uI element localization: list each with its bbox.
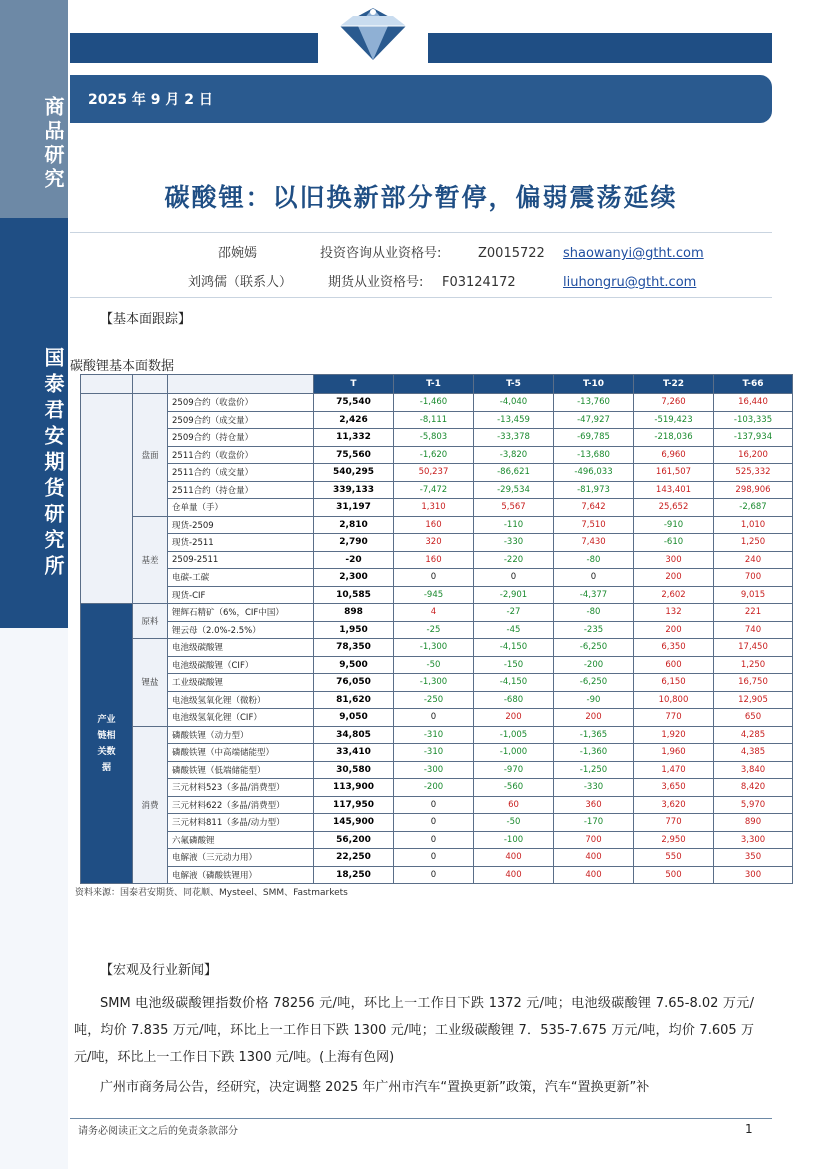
change-cell: 160 xyxy=(394,516,474,534)
change-cell: 16,200 xyxy=(714,446,793,464)
change-cell: -50 xyxy=(474,814,554,832)
change-cell: 2,950 xyxy=(634,831,714,849)
change-cell: -200 xyxy=(554,656,634,674)
row-name: 磷酸铁锂（中高端储能型） xyxy=(168,744,314,762)
value-t: -20 xyxy=(314,551,394,569)
change-cell: -29,534 xyxy=(474,481,554,499)
row-name: 电池级氢氧化锂（CIF） xyxy=(168,709,314,727)
change-cell: -1,250 xyxy=(554,761,634,779)
author-name: 邵婉嫣 xyxy=(218,246,258,261)
value-t: 9,500 xyxy=(314,656,394,674)
change-cell: 200 xyxy=(634,569,714,587)
change-cell: 221 xyxy=(714,604,793,622)
table-row xyxy=(81,621,793,639)
change-cell: -1,005 xyxy=(474,726,554,744)
value-t: 34,805 xyxy=(314,726,394,744)
change-cell: 770 xyxy=(634,709,714,727)
header-blank xyxy=(168,375,314,394)
column-header: T-66 xyxy=(714,375,793,394)
change-cell: -4,150 xyxy=(474,639,554,657)
change-cell: 400 xyxy=(474,849,554,867)
change-cell: -1,000 xyxy=(474,744,554,762)
change-cell: -4,377 xyxy=(554,586,634,604)
change-cell: 700 xyxy=(554,831,634,849)
group-label: 基差 xyxy=(133,516,168,604)
change-cell: 1,470 xyxy=(634,761,714,779)
group-label: 锂盐 xyxy=(133,639,168,727)
table-row xyxy=(81,464,793,482)
change-cell: -970 xyxy=(474,761,554,779)
row-name: 三元材料811（多晶/动力型） xyxy=(168,814,314,832)
value-t: 1,950 xyxy=(314,621,394,639)
value-t: 76,050 xyxy=(314,674,394,692)
news-paragraph: 广州市商务局公告，经研究，决定调整 2025 年广州市汽车“置换更新”政策，汽车“置换更新”补 xyxy=(100,1080,650,1095)
change-cell: 160 xyxy=(394,551,474,569)
change-cell: 320 xyxy=(394,534,474,552)
row-name: 2509合约（持仓量） xyxy=(168,429,314,447)
value-t: 2,300 xyxy=(314,569,394,587)
change-cell: 1,960 xyxy=(634,744,714,762)
table-row xyxy=(81,814,793,832)
table-row xyxy=(81,394,793,412)
change-cell: -8,111 xyxy=(394,411,474,429)
change-cell: -170 xyxy=(554,814,634,832)
change-cell: 300 xyxy=(714,866,793,884)
change-cell: 50,237 xyxy=(394,464,474,482)
table-row xyxy=(81,499,793,517)
change-cell: 298,906 xyxy=(714,481,793,499)
change-cell: -945 xyxy=(394,586,474,604)
change-cell: -47,927 xyxy=(554,411,634,429)
change-cell: 7,510 xyxy=(554,516,634,534)
change-cell: 360 xyxy=(554,796,634,814)
table-header-row xyxy=(81,375,793,394)
row-name: 现货-2511 xyxy=(168,534,314,552)
row-name: 现货-2509 xyxy=(168,516,314,534)
change-cell: -1,620 xyxy=(394,446,474,464)
row-name: 2509合约（收盘价） xyxy=(168,394,314,412)
change-cell: 3,650 xyxy=(634,779,714,797)
table-row xyxy=(81,744,793,762)
change-cell: -103,335 xyxy=(714,411,793,429)
change-cell: -25 xyxy=(394,621,474,639)
change-cell: 400 xyxy=(554,849,634,867)
value-t: 30,580 xyxy=(314,761,394,779)
value-t: 22,250 xyxy=(314,849,394,867)
row-name: 磷酸铁锂（动力型） xyxy=(168,726,314,744)
table-row xyxy=(81,639,793,657)
row-name: 磷酸铁锂（低端储能型） xyxy=(168,761,314,779)
change-cell: 0 xyxy=(394,849,474,867)
change-cell: -27 xyxy=(474,604,554,622)
value-t: 33,410 xyxy=(314,744,394,762)
change-cell: 600 xyxy=(634,656,714,674)
change-cell: -7,472 xyxy=(394,481,474,499)
table-row xyxy=(81,866,793,884)
diamond-logo-icon xyxy=(318,2,428,64)
column-header: T-22 xyxy=(634,375,714,394)
table-title: 碳酸锂基本面数据 xyxy=(70,359,175,374)
author-qual-no: Z0015722 xyxy=(478,246,545,261)
change-cell: 7,642 xyxy=(554,499,634,517)
change-cell: -300 xyxy=(394,761,474,779)
footer-disclaimer: 请务必阅读正文之后的免责条款部分 xyxy=(78,1126,238,1137)
change-cell: -235 xyxy=(554,621,634,639)
section-heading-news: 【宏观及行业新闻】 xyxy=(100,963,218,978)
change-cell: -13,680 xyxy=(554,446,634,464)
sidebar-category: 商品研究 xyxy=(0,0,68,218)
change-cell: 3,300 xyxy=(714,831,793,849)
change-cell: -6,250 xyxy=(554,639,634,657)
change-cell: 12,905 xyxy=(714,691,793,709)
change-cell: 4,385 xyxy=(714,744,793,762)
row-name: 电池级氢氧化锂（微粉） xyxy=(168,691,314,709)
value-t: 2,810 xyxy=(314,516,394,534)
change-cell: -69,785 xyxy=(554,429,634,447)
author-email-link[interactable]: shaowanyi@gtht.com xyxy=(563,246,704,261)
value-t: 78,350 xyxy=(314,639,394,657)
change-cell: 770 xyxy=(634,814,714,832)
change-cell: -3,820 xyxy=(474,446,554,464)
change-cell: 240 xyxy=(714,551,793,569)
row-name: 锂辉石精矿（6%，CIF中国） xyxy=(168,604,314,622)
row-name: 工业级碳酸锂 xyxy=(168,674,314,692)
table-row xyxy=(81,796,793,814)
change-cell: -50 xyxy=(394,656,474,674)
table-row xyxy=(81,551,793,569)
change-cell: -560 xyxy=(474,779,554,797)
change-cell: -13,760 xyxy=(554,394,634,412)
fundamentals-table xyxy=(80,374,793,884)
change-cell: 0 xyxy=(394,831,474,849)
value-t: 117,950 xyxy=(314,796,394,814)
change-cell: 6,960 xyxy=(634,446,714,464)
value-t: 145,900 xyxy=(314,814,394,832)
change-cell: 7,430 xyxy=(554,534,634,552)
header-blank xyxy=(133,375,168,394)
change-cell: -910 xyxy=(634,516,714,534)
row-name: 2511合约（成交量） xyxy=(168,464,314,482)
table-row xyxy=(81,674,793,692)
value-t: 75,540 xyxy=(314,394,394,412)
change-cell: 890 xyxy=(714,814,793,832)
industry-chain-label: 产业链相关数据 xyxy=(81,604,133,884)
change-cell: -1,365 xyxy=(554,726,634,744)
row-name: 2509合约（成交量） xyxy=(168,411,314,429)
change-cell: 4 xyxy=(394,604,474,622)
change-cell: -80 xyxy=(554,551,634,569)
value-t: 18,250 xyxy=(314,866,394,884)
author-block xyxy=(70,232,772,298)
row-name: 电池级碳酸锂（CIF） xyxy=(168,656,314,674)
change-cell: -218,036 xyxy=(634,429,714,447)
sidebar-company: 国泰君安期货研究所 xyxy=(0,218,68,628)
change-cell: 16,440 xyxy=(714,394,793,412)
change-cell: 8,420 xyxy=(714,779,793,797)
change-cell: -519,423 xyxy=(634,411,714,429)
change-cell: 0 xyxy=(394,866,474,884)
row-name: 电碳-工碳 xyxy=(168,569,314,587)
row-name: 仓单量（手） xyxy=(168,499,314,517)
change-cell: 25,652 xyxy=(634,499,714,517)
value-t: 9,050 xyxy=(314,709,394,727)
change-cell: -310 xyxy=(394,744,474,762)
change-cell: -86,621 xyxy=(474,464,554,482)
section-heading-fundamentals: 【基本面跟踪】 xyxy=(100,312,192,327)
table-row xyxy=(81,709,793,727)
change-cell: -110 xyxy=(474,516,554,534)
change-cell: 1,250 xyxy=(714,656,793,674)
table-row xyxy=(81,446,793,464)
row-name: 三元材料622（多晶/消费型） xyxy=(168,796,314,814)
change-cell: 60 xyxy=(474,796,554,814)
change-cell: 3,840 xyxy=(714,761,793,779)
table-row xyxy=(81,726,793,744)
change-cell: 1,250 xyxy=(714,534,793,552)
change-cell: -150 xyxy=(474,656,554,674)
table-row xyxy=(81,586,793,604)
change-cell: 2,602 xyxy=(634,586,714,604)
table-row xyxy=(81,691,793,709)
value-t: 898 xyxy=(314,604,394,622)
row-name: 2511合约（收盘价） xyxy=(168,446,314,464)
change-cell: 500 xyxy=(634,866,714,884)
change-cell: -220 xyxy=(474,551,554,569)
row-name: 电解液（磷酸铁锂用） xyxy=(168,866,314,884)
value-t: 113,900 xyxy=(314,779,394,797)
column-header: T-1 xyxy=(394,375,474,394)
data-source: 资料来源：国泰君安期货、同花顺、Mysteel、SMM、Fastmarkets xyxy=(75,888,348,898)
row-name: 三元材料523（多晶/消费型） xyxy=(168,779,314,797)
change-cell: 1,920 xyxy=(634,726,714,744)
table-row xyxy=(81,656,793,674)
change-cell: 740 xyxy=(714,621,793,639)
table-row xyxy=(81,429,793,447)
change-cell: -90 xyxy=(554,691,634,709)
value-t: 2,426 xyxy=(314,411,394,429)
change-cell: 0 xyxy=(394,569,474,587)
group-label: 原料 xyxy=(133,604,168,639)
change-cell: 0 xyxy=(394,709,474,727)
group-label: 盘面 xyxy=(133,394,168,517)
group-blank xyxy=(81,394,133,604)
change-cell: 400 xyxy=(474,866,554,884)
change-cell: 5,567 xyxy=(474,499,554,517)
change-cell: -137,934 xyxy=(714,429,793,447)
change-cell: 700 xyxy=(714,569,793,587)
change-cell: -1,300 xyxy=(394,639,474,657)
table-row xyxy=(81,569,793,587)
change-cell: 400 xyxy=(554,866,634,884)
change-cell: -330 xyxy=(474,534,554,552)
column-header: T-10 xyxy=(554,375,634,394)
table-row xyxy=(81,849,793,867)
row-name: 六氟磷酸锂 xyxy=(168,831,314,849)
value-t: 540,295 xyxy=(314,464,394,482)
page-title: 碳酸锂：以旧换新部分暂停，偏弱震荡延续 xyxy=(164,183,678,212)
change-cell: -4,150 xyxy=(474,674,554,692)
author-qual-label: 投资咨询从业资格号: xyxy=(320,246,442,261)
change-cell: 3,620 xyxy=(634,796,714,814)
value-t: 10,585 xyxy=(314,586,394,604)
row-name: 现货-CIF xyxy=(168,586,314,604)
news-paragraph: SMM 电池级碳酸锂指数价格 78256 元/吨，环比上一工作日下跌 1372 元/吨；电池级碳酸锂 7.65-8.02 万元/吨，均价 7.835 万元/吨，环比上一工作日下跌 1300 元/吨；工业级碳酸锂 7．535-7.675 万元/吨，均价 7.605 万元/吨，环比上一工作日下跌 1300 元/吨。(上海有色网) xyxy=(74,996,754,1065)
change-cell: -250 xyxy=(394,691,474,709)
value-t: 75,560 xyxy=(314,446,394,464)
row-name: 电解液（三元动力用） xyxy=(168,849,314,867)
change-cell: -13,459 xyxy=(474,411,554,429)
footer-divider xyxy=(70,1118,772,1119)
change-cell: 6,150 xyxy=(634,674,714,692)
change-cell: -330 xyxy=(554,779,634,797)
change-cell: -1,460 xyxy=(394,394,474,412)
change-cell: 10,800 xyxy=(634,691,714,709)
table-row xyxy=(81,411,793,429)
change-cell: 7,260 xyxy=(634,394,714,412)
change-cell: -2,687 xyxy=(714,499,793,517)
author-name: 刘鸿儒（联系人） xyxy=(188,275,293,290)
change-cell: -200 xyxy=(394,779,474,797)
change-cell: -45 xyxy=(474,621,554,639)
change-cell: -5,803 xyxy=(394,429,474,447)
change-cell: 0 xyxy=(554,569,634,587)
change-cell: -100 xyxy=(474,831,554,849)
change-cell: -80 xyxy=(554,604,634,622)
author-qual-label: 期货从业资格号: xyxy=(328,275,424,290)
value-t: 2,790 xyxy=(314,534,394,552)
change-cell: 143,401 xyxy=(634,481,714,499)
table-row xyxy=(81,761,793,779)
change-cell: 9,015 xyxy=(714,586,793,604)
change-cell: -1,300 xyxy=(394,674,474,692)
change-cell: -680 xyxy=(474,691,554,709)
change-cell: -4,040 xyxy=(474,394,554,412)
row-name: 锂云母（2.0%-2.5%） xyxy=(168,621,314,639)
row-name: 2511合约（持仓量） xyxy=(168,481,314,499)
column-header: T xyxy=(314,375,394,394)
table-row xyxy=(81,481,793,499)
change-cell: 161,507 xyxy=(634,464,714,482)
change-cell: 200 xyxy=(554,709,634,727)
header-blank xyxy=(81,375,133,394)
value-t: 339,133 xyxy=(314,481,394,499)
change-cell: -2,901 xyxy=(474,586,554,604)
change-cell: 0 xyxy=(394,814,474,832)
column-header: T-5 xyxy=(474,375,554,394)
change-cell: 200 xyxy=(634,621,714,639)
change-cell: 17,450 xyxy=(714,639,793,657)
sidebar xyxy=(0,0,68,1169)
change-cell: 1,010 xyxy=(714,516,793,534)
table-row xyxy=(81,831,793,849)
author-email-link[interactable]: liuhongru@gtht.com xyxy=(563,275,697,290)
change-cell: -496,033 xyxy=(554,464,634,482)
change-cell: -1,360 xyxy=(554,744,634,762)
change-cell: 550 xyxy=(634,849,714,867)
change-cell: -310 xyxy=(394,726,474,744)
change-cell: 5,970 xyxy=(714,796,793,814)
change-cell: -610 xyxy=(634,534,714,552)
change-cell: 6,350 xyxy=(634,639,714,657)
change-cell: 350 xyxy=(714,849,793,867)
page-number: 1 xyxy=(745,1122,753,1136)
table-row xyxy=(81,534,793,552)
value-t: 81,620 xyxy=(314,691,394,709)
row-name: 电池级碳酸锂 xyxy=(168,639,314,657)
change-cell: -81,973 xyxy=(554,481,634,499)
change-cell: 1,310 xyxy=(394,499,474,517)
table-row xyxy=(81,779,793,797)
change-cell: -33,378 xyxy=(474,429,554,447)
group-label: 消费 xyxy=(133,726,168,884)
change-cell: 0 xyxy=(474,569,554,587)
change-cell: 16,750 xyxy=(714,674,793,692)
change-cell: 132 xyxy=(634,604,714,622)
table-row xyxy=(81,604,793,622)
report-date: 2025 年 9 月 2 日 xyxy=(70,75,772,123)
table-row xyxy=(81,516,793,534)
author-qual-no: F03124172 xyxy=(442,275,516,290)
change-cell: 650 xyxy=(714,709,793,727)
change-cell: -6,250 xyxy=(554,674,634,692)
change-cell: 300 xyxy=(634,551,714,569)
row-name: 2509-2511 xyxy=(168,551,314,569)
change-cell: 0 xyxy=(394,796,474,814)
value-t: 56,200 xyxy=(314,831,394,849)
change-cell: 200 xyxy=(474,709,554,727)
change-cell: 525,332 xyxy=(714,464,793,482)
value-t: 31,197 xyxy=(314,499,394,517)
value-t: 11,332 xyxy=(314,429,394,447)
change-cell: 4,285 xyxy=(714,726,793,744)
